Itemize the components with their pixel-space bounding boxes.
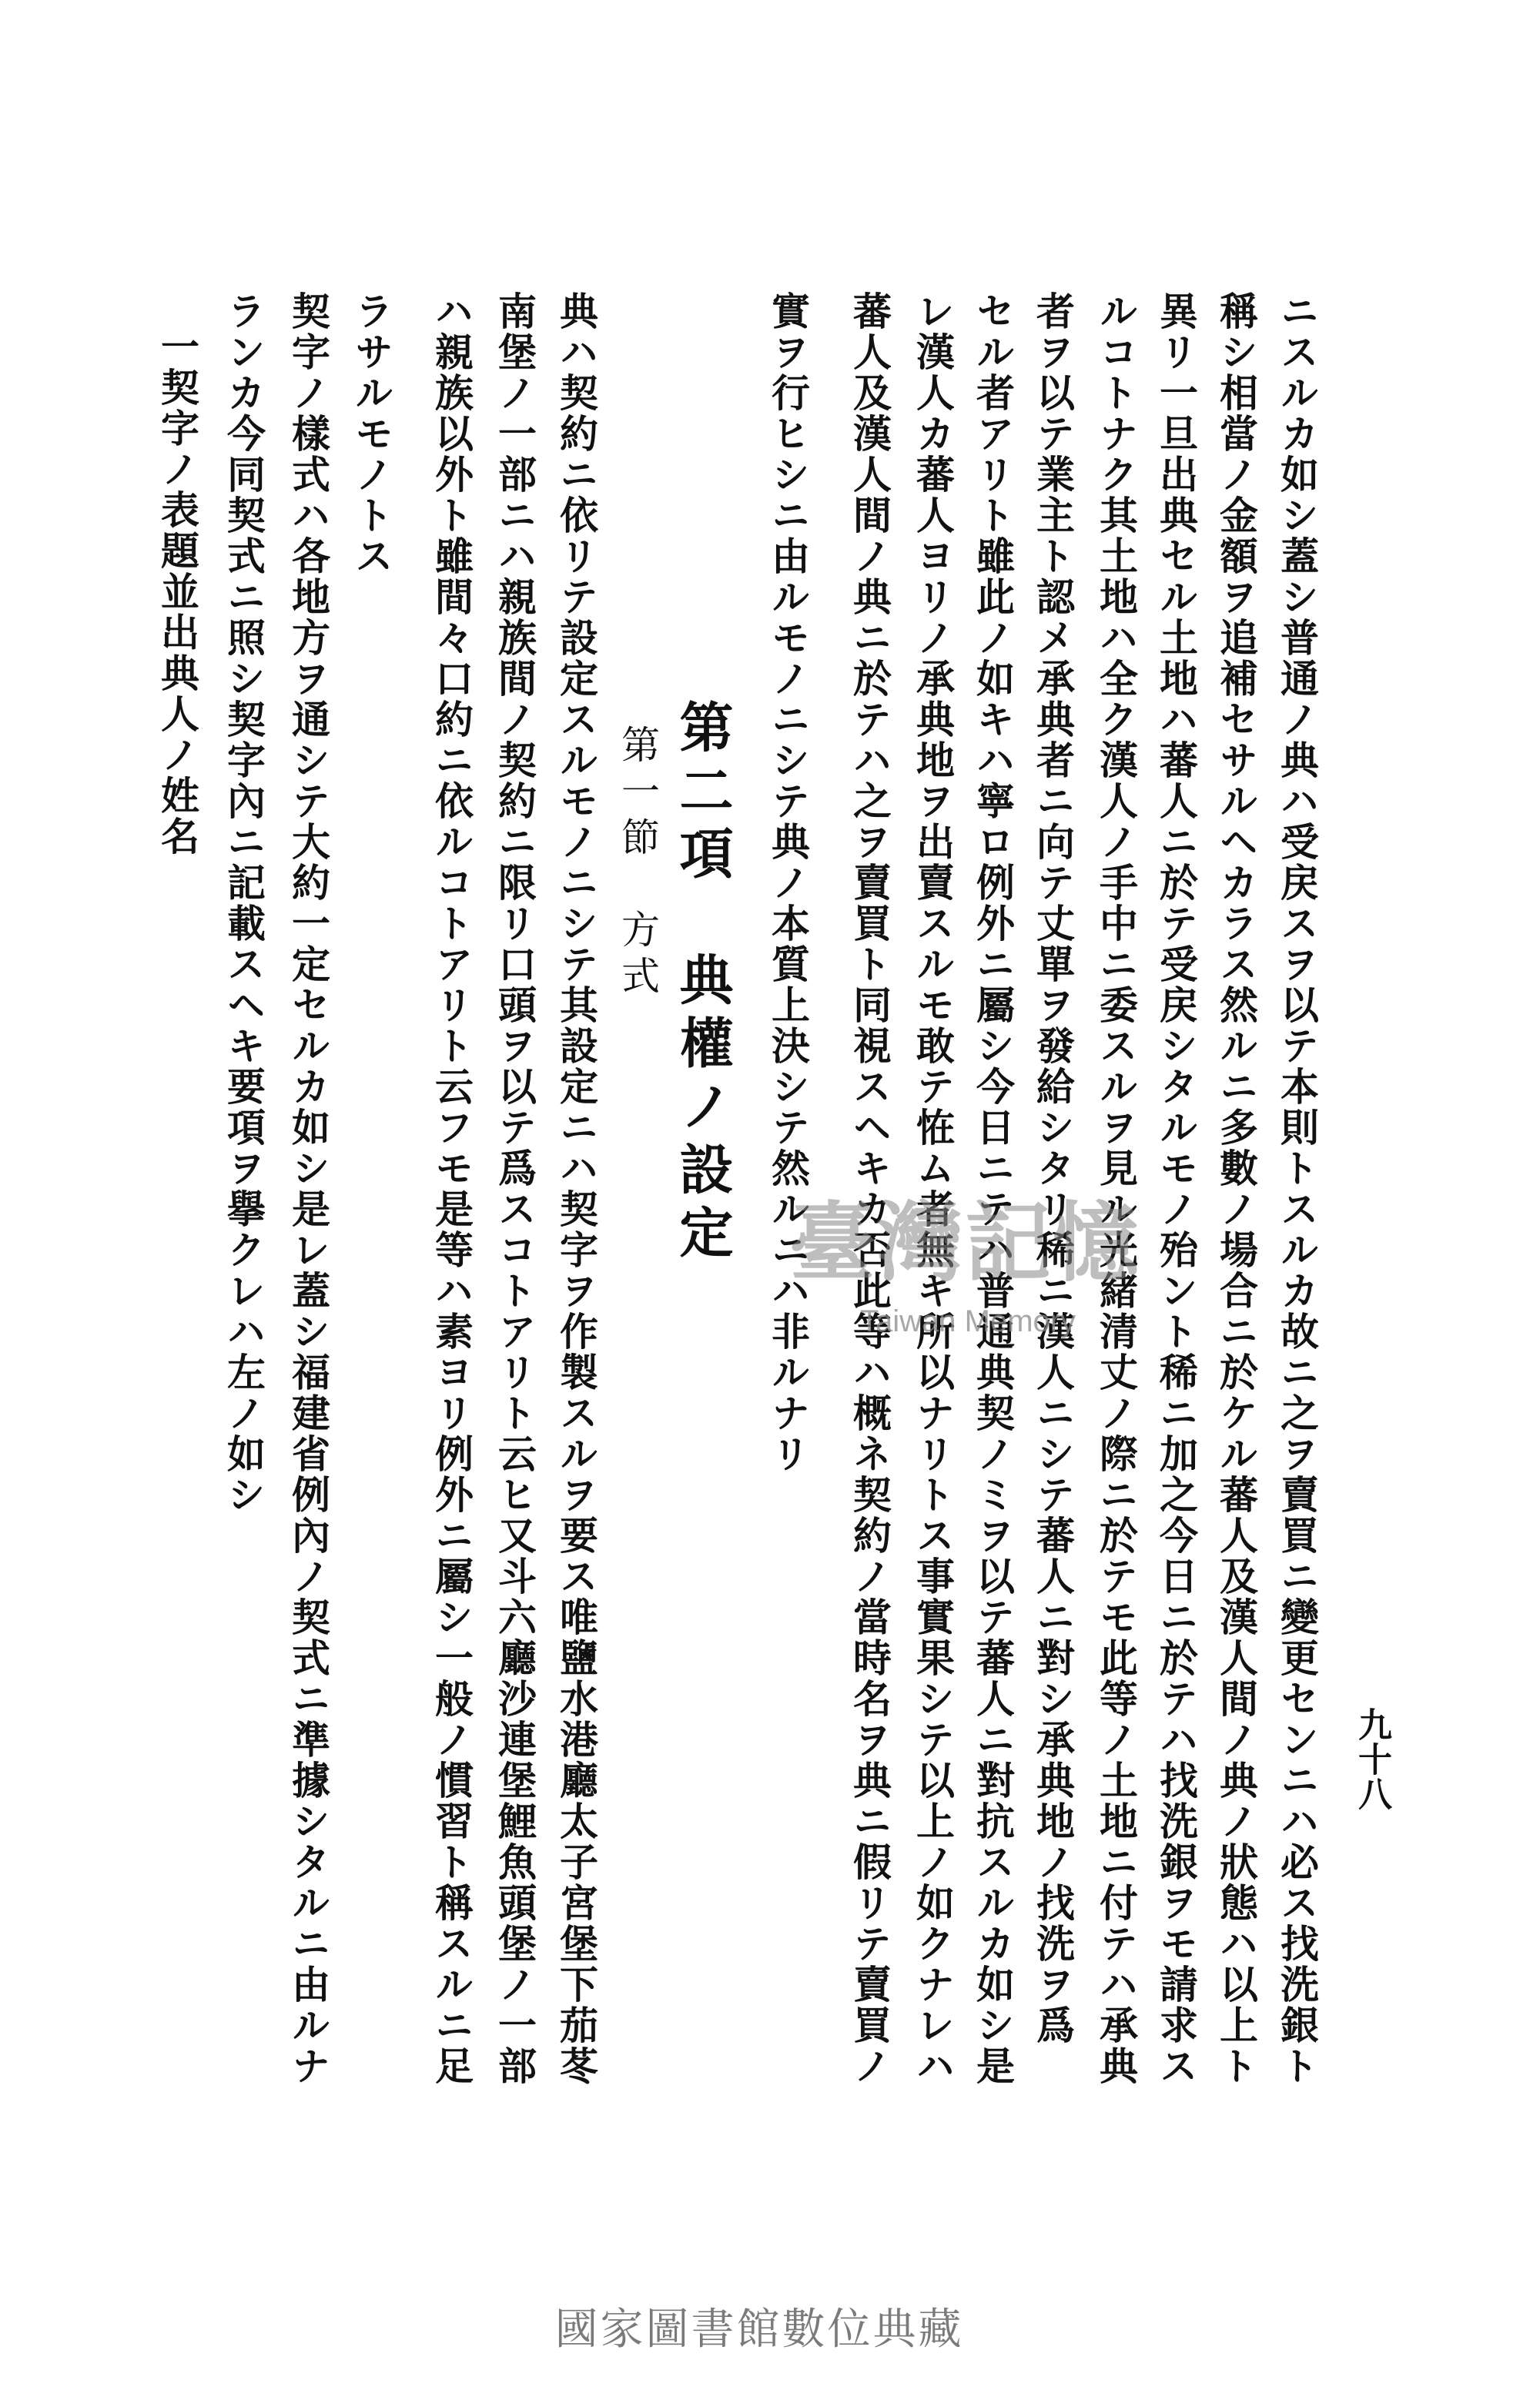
subsection-heading: 第一節 方式 [615, 725, 660, 1002]
list-item: 一契字ノ表題並出典人ノ姓名 [155, 326, 200, 857]
watermark-title: 臺灣記憶 [789, 1193, 1140, 1294]
text-column: 異リ一旦出典セル土地ハ蕃人ニ於テ受戻シタルモノ殆ント稀ニ加之今日ニ於テハ找洗銀ヲモ請求ス [1153, 291, 1199, 2087]
text-column: 實ヲ行ヒシニ由ルモノニシテ典ノ本質上決シテ然ルニハ非ルナリ [765, 291, 811, 1475]
text-column: ランカ今同契式ニ照シ契字內ニ記載スヘキ要項ヲ擧クレハ左ノ如シ [221, 291, 266, 1515]
text-column: セル者アリト雖此ノ如キハ寧ロ例外ニ屬シ今日ニテハ普通典契ノミヲ以テ蕃人ニ對抗スルカ如シ是 [970, 291, 1016, 2087]
text-column: ニスルカ如シ蓋シ普通ノ典ハ受戻スヲ以テ本則トスルカ故ニ之ヲ賣買ニ變更センニハ必ス找洗銀ト [1274, 291, 1320, 2087]
footer-collection-credit: 國家圖書館數位典藏 [554, 2305, 964, 2355]
text-column: 蕃人及漢人間ノ典ニ於テハ之ヲ賣買ト同視スヘキカ否此等ハ概ネ契約ノ當時名ヲ典ニ假リテ賣買ノ [847, 291, 892, 2087]
text-column: 典ハ契約ニ依リテ設定スルモノニシテ其設定ニハ契字ヲ作製スルヲ要ス唯鹽水港廳太子宮堡下茄苳 [554, 291, 599, 2087]
text-column: レ漢人カ蕃人ヨリノ承典地ヲ出賣スルモ敢テ恠ム者無キ所以ナリトス事實果シテ以上ノ如クナレハ [910, 291, 956, 2087]
text-column: ラサルモノトス [349, 291, 394, 577]
text-column: 南堡ノ一部ニハ親族間ノ契約ニ限リ口頭ヲ以テ爲スコトアリト云ヒ又斗六廳沙連堡鯉魚頭堡ノ一部 [492, 291, 537, 2087]
text-column: 稱シ相當ノ金額ヲ追補セサルヘカラス然ルニ多數ノ場合ニ於ケル蕃人及漢人間ノ典ノ狀態ハ以上ト [1214, 291, 1259, 2087]
page-number: 九十八 [1352, 1707, 1391, 1811]
text-column: 者ヲ以テ業主ト認メ承典者ニ向テ丈單ヲ發給シタリ稀ニ漢人ニシテ蕃人ニ對シ承典地ノ找洗ヲ爲 [1030, 291, 1076, 2046]
text-column: ハ親族以外ト雖間々口約ニ依ルコトアリト云フモ是等ハ素ヨリ例外ニ屬シ一般ノ慣習ト稱スルニ足 [429, 291, 474, 2087]
watermark-subtitle: Taiwan Memory [860, 1304, 1076, 1338]
section-heading: 第二項 典權ノ設定 [671, 699, 735, 1267]
text-column: ルコトナク其土地ハ全ク漢人ノ手中ニ委スルヲ見ル光緒清丈ノ際ニ於テモ此等ノ土地ニ付テハ承典 [1093, 291, 1139, 2087]
text-column: 契字ノ樣式ハ各地方ヲ通シテ大約一定セルカ如シ是レ蓋シ福建省例內ノ契式ニ準據シタルニ由ルナ [286, 291, 331, 2087]
